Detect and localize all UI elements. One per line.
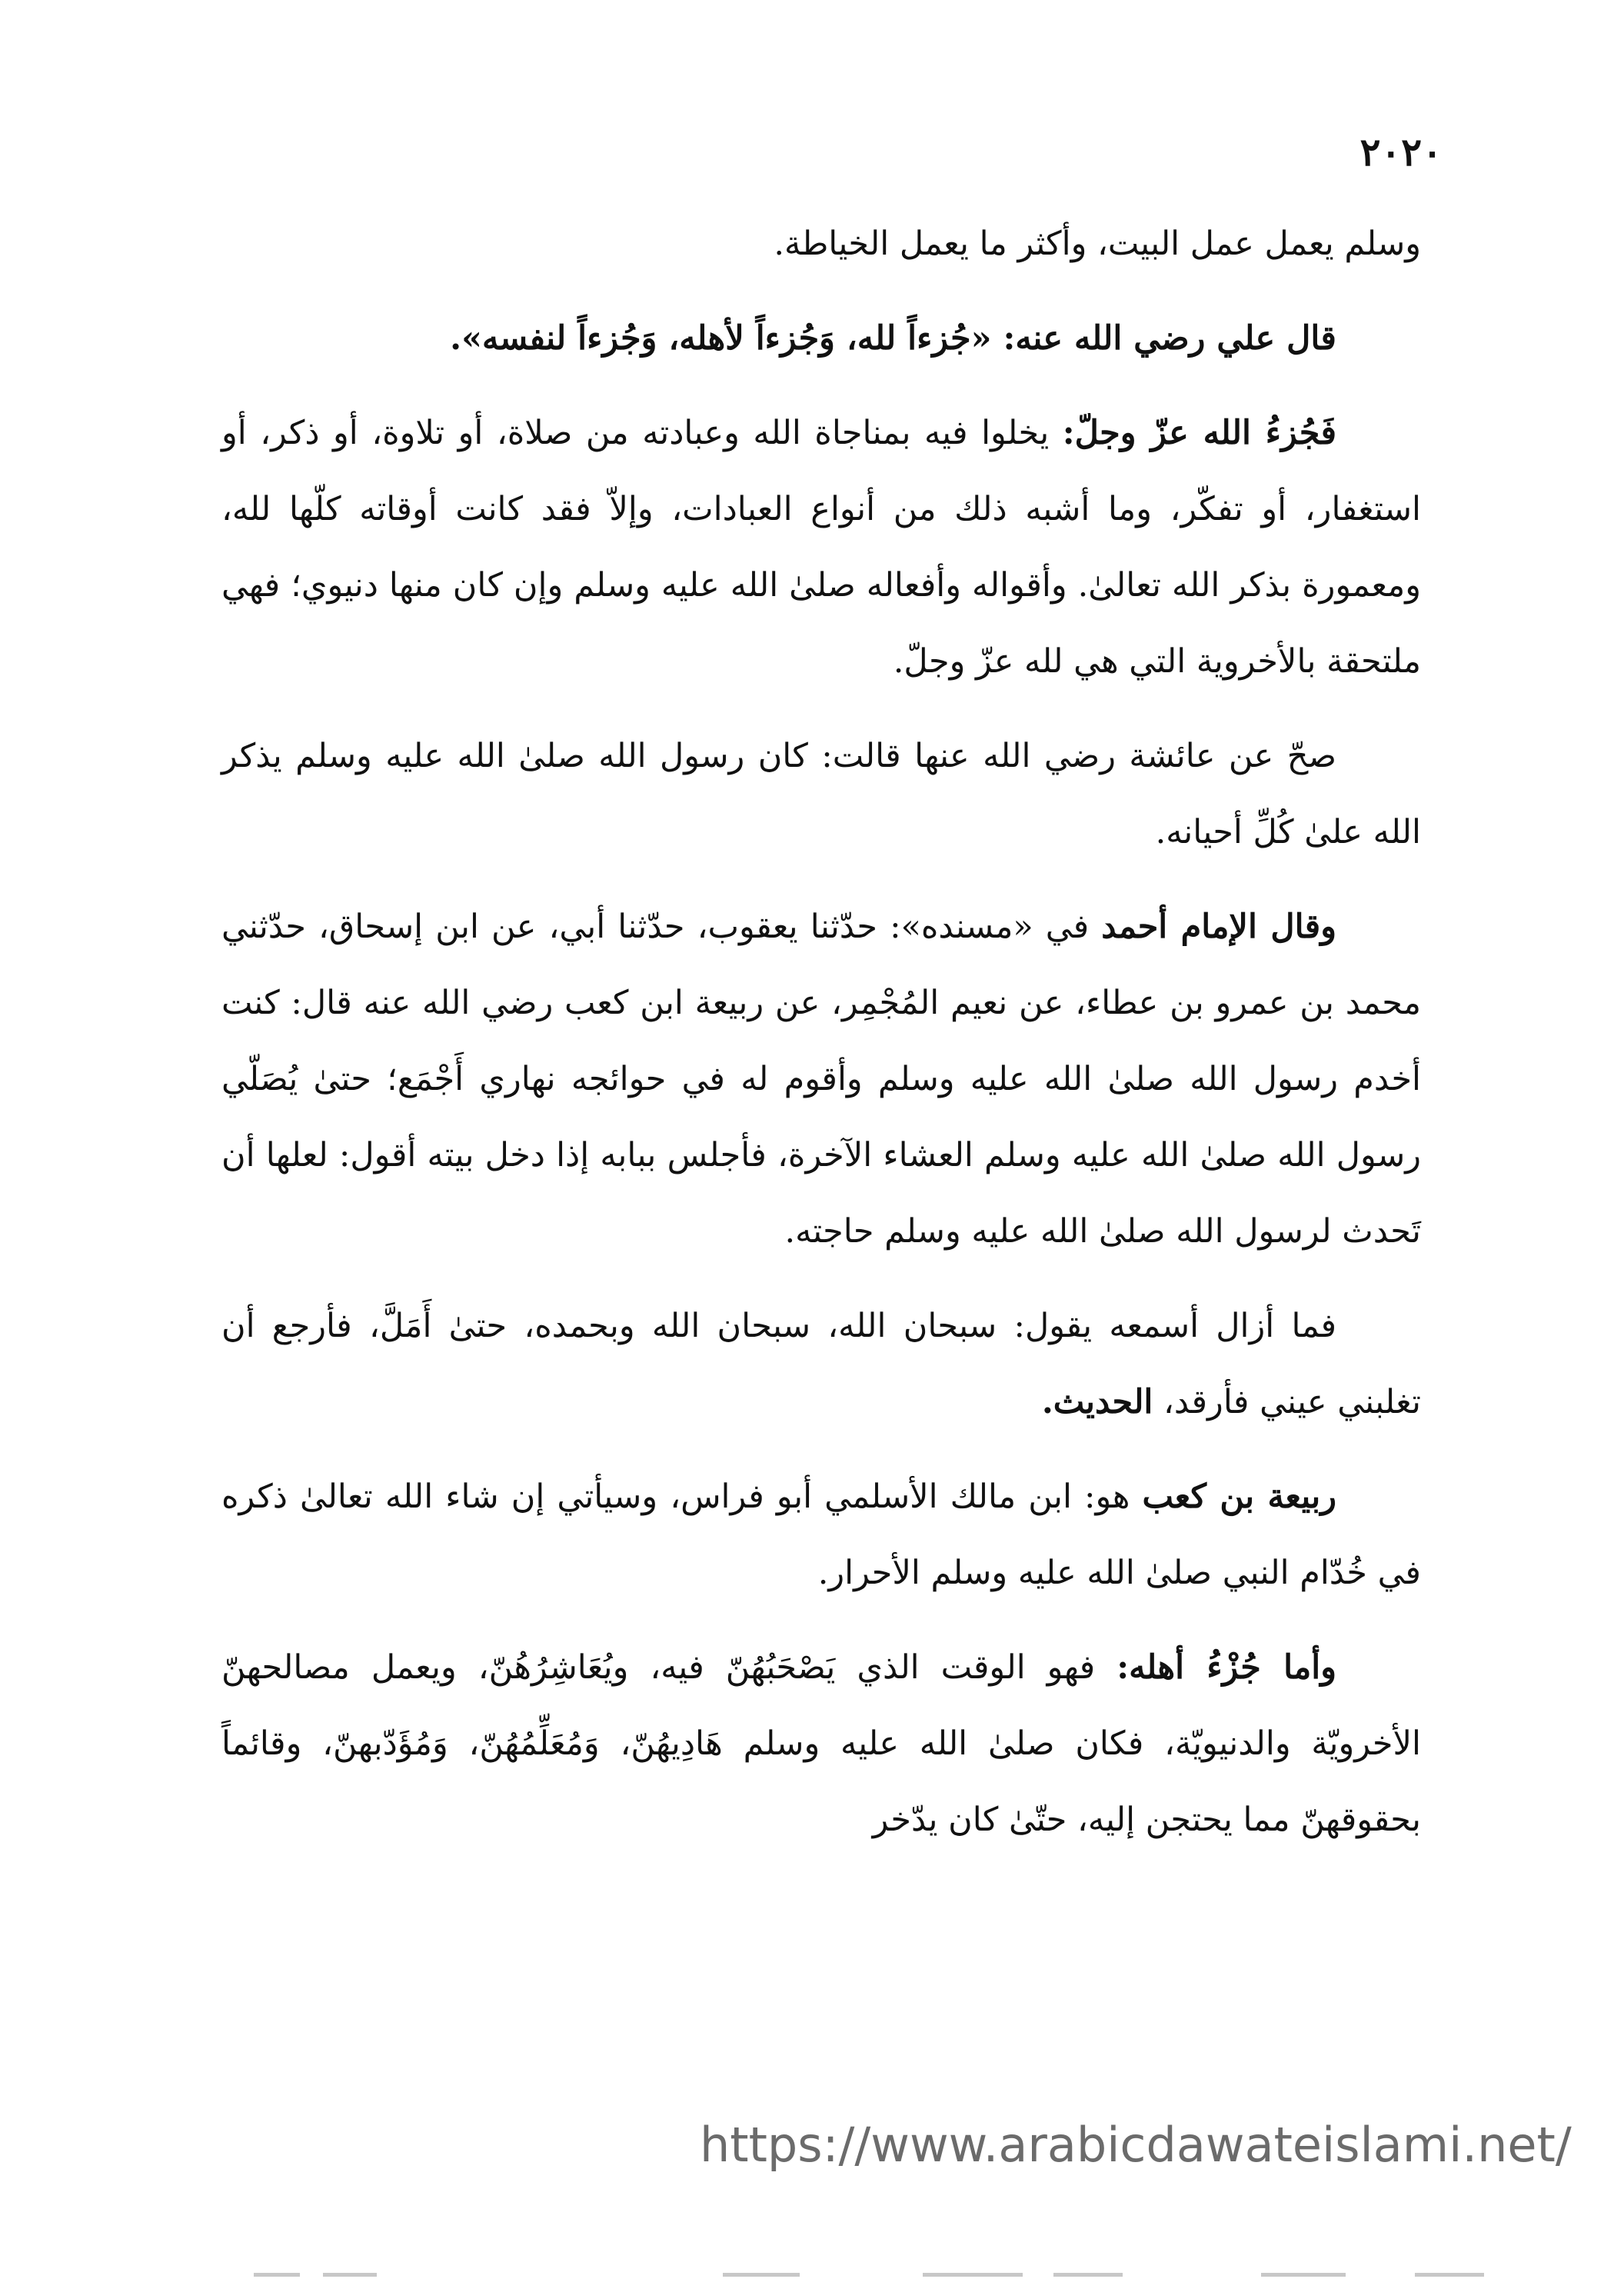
bold-text: وأما جُزْءُ أهله:	[1116, 1648, 1336, 1687]
bottom-rule	[1053, 2273, 1123, 2277]
paragraph	[221, 1459, 1421, 1611]
paragraph	[221, 718, 1421, 871]
bold-text: الحديث.	[1041, 1383, 1153, 1421]
text-body	[221, 206, 1421, 1877]
bottom-rule	[1415, 2273, 1484, 2277]
paragraph-text: فهو الوقت الذي يَصْحَبُهُنّ فيه، ويُعَاشِرُهُنّ، ويعمل مصالحهنّ الأخرويّة والدنيويّة، فكان صلىٰ الله عليه وسلم هَادِيهُنّ، وَمُعَلِّمُهُنّ، وَمُؤَدّبهنّ، وقائماً بحقوقهنّ مما يحتجن إليه، حتّىٰ كان يدّخر	[221, 1648, 1421, 1839]
bold-text: ربيعة بن كعب	[1142, 1478, 1337, 1516]
bottom-rule	[723, 2273, 800, 2277]
bottom-rule	[923, 2273, 1023, 2277]
paragraph-text: صحّ عن عائشة رضي الله عنها قالت: كان رسول الله صلىٰ الله عليه وسلم يذكر الله علىٰ كُلِّ أحيانه.	[221, 737, 1421, 851]
paragraph	[221, 301, 1421, 377]
bold-text: قال علي رضي الله عنه: «جُزءاً لله، وَجُزءاً لأهله، وَجُزءاً لنفسه».	[450, 319, 1336, 358]
watermark-url: https://www.arabicdawateislami.net/	[700, 2117, 1572, 2173]
paragraph-text: وسلم يعمل عمل البيت، وأكثر ما يعمل الخياطة.	[774, 225, 1421, 263]
paragraph	[221, 1288, 1421, 1441]
paragraph-text: هو: ابن مالك الأسلمي أبو فراس، وسيأتي إن شاء الله تعالىٰ ذكره في خُدّام النبي صلىٰ الله عليه وسلم الأحرار.	[221, 1478, 1421, 1592]
bottom-rule	[1261, 2273, 1346, 2277]
paragraph	[221, 1630, 1421, 1858]
paragraph	[221, 206, 1421, 282]
bottom-rule	[323, 2273, 377, 2277]
bottom-rule	[254, 2273, 300, 2277]
bold-text: فَجُزءُ الله عزّ وجلّ:	[1062, 414, 1336, 452]
paragraph	[221, 395, 1421, 700]
bold-text: وقال الإمام أحمد	[1101, 908, 1336, 946]
paragraph	[221, 889, 1421, 1270]
paragraph-text: فما أزال أسمعه يقول: سبحان الله، سبحان الله وبحمده، حتىٰ أَمَلَّ، فأرجع أن تغلبني عيني فأرقد،	[221, 1307, 1421, 1421]
page-number: ٢٠٢٠	[1359, 129, 1443, 175]
paragraph-text: في «مسنده»: حدّثنا يعقوب، حدّثنا أبي، عن ابن إسحاق، حدّثني محمد بن عمرو بن عطاء، عن نعيم المُجْمِر، عن ربيعة ابن كعب رضي الله عنه قال: كنت أخدم رسول الله صلىٰ الله عليه وسلم وأقوم له في حوائجه نهاري أَجْمَع؛ حتىٰ يُصَلّي رسول الله صلىٰ الله عليه وسلم العشاء الآخرة، فأجلس ببابه إذا دخل بيته أقول: لعلها أن تَحدث لرسول الله صلىٰ الله عليه وسلم حاجته.	[221, 908, 1421, 1251]
paragraph-text: يخلوا فيه بمناجاة الله وعبادته من صلاة، أو تلاوة، أو ذكر، أو استغفار، أو تفكّر، وما أشبه ذلك من أنواع العبادات، وإلاّ فقد كانت أوقاته كلّها لله، ومعمورة بذكر الله تعالىٰ. وأقواله وأفعاله صلىٰ الله عليه وسلم وإن كان منها دنيوي؛ فهي ملتحقة بالأخروية التي هي لله عزّ وجلّ.	[221, 414, 1421, 681]
